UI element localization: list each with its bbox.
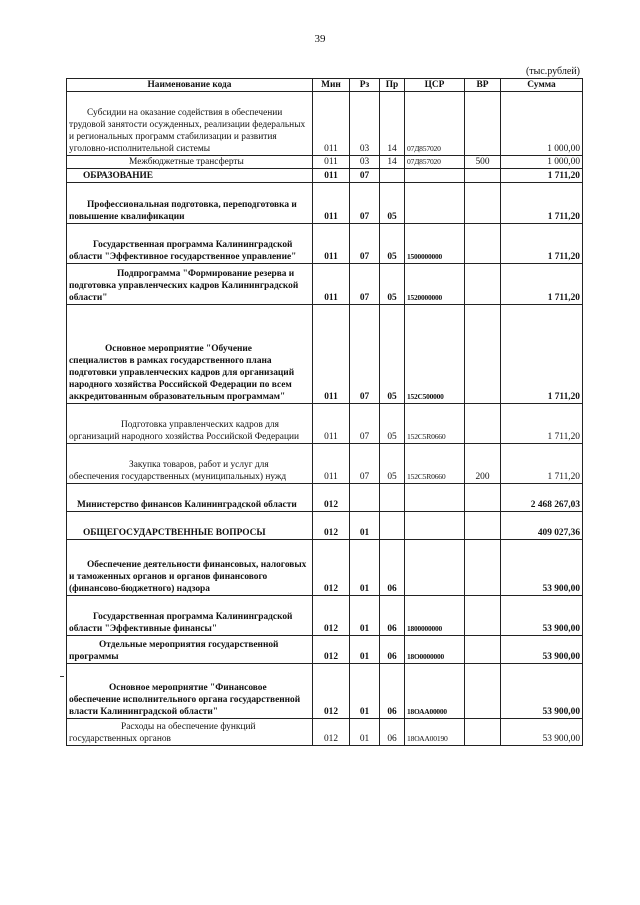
cell-pr: 06 (380, 596, 405, 636)
cell-vr (465, 512, 501, 540)
cell-min: 012 (313, 484, 350, 512)
cell-name: Профессиональная подготовка, переподготовка и повышение квалификации (67, 183, 313, 224)
cell-min: 012 (313, 636, 350, 664)
table-row (67, 264, 583, 305)
cell-vr (465, 404, 501, 444)
cell-pr: 06 (380, 719, 405, 746)
cell-pr: 06 (380, 540, 405, 596)
cell-sum: 409 027,36 (501, 512, 583, 540)
cell-name: Субсидии на оказание содействия в обеспечении трудовой занятости осужденных, реализации федеральных и региональных программ стабилизации и развития уголовно-исполнительной системы (67, 92, 313, 156)
table-row (67, 512, 583, 540)
cell-name: ОБЩЕГОСУДАРСТВЕННЫЕ ВОПРОСЫ (67, 512, 313, 540)
cell-min: 011 (313, 404, 350, 444)
cell-name: Основное мероприятие "Финансовое обеспечение исполнительного органа государственной власти Калининградской области" (67, 664, 313, 719)
cell-vr (465, 636, 501, 664)
cell-vr (465, 183, 501, 224)
cell-min: 011 (313, 224, 350, 264)
cell-rz: 07 (350, 404, 380, 444)
cell-pr: 14 (380, 156, 405, 169)
cell-rz: 03 (350, 156, 380, 169)
cell-csr: 18ОАА00190 (405, 719, 465, 746)
cell-csr (405, 183, 465, 224)
cell-min: 011 (313, 264, 350, 305)
cell-csr: 1500000000 (405, 224, 465, 264)
cell-vr (465, 264, 501, 305)
cell-pr (380, 169, 405, 183)
cell-pr: 05 (380, 444, 405, 484)
cell-pr (380, 512, 405, 540)
margin-mark (60, 676, 64, 677)
cell-vr: 500 (465, 156, 501, 169)
cell-pr: 14 (380, 92, 405, 156)
cell-csr: 18О0000000 (405, 636, 465, 664)
cell-name: ОБРАЗОВАНИЕ (67, 169, 313, 183)
cell-min: 011 (313, 92, 350, 156)
table-row (67, 305, 583, 404)
cell-csr (405, 484, 465, 512)
table-row (67, 596, 583, 636)
cell-rz: 07 (350, 169, 380, 183)
cell-name: Подготовка управленческих кадров для организаций народного хозяйства Российской Федерации (67, 404, 313, 444)
page-number: 39 (314, 33, 326, 45)
cell-name: Отдельные мероприятия государственной программы (67, 636, 313, 664)
cell-rz: 01 (350, 512, 380, 540)
cell-rz: 07 (350, 224, 380, 264)
cell-csr: 07Д857020 (405, 92, 465, 156)
cell-min: 012 (313, 540, 350, 596)
table-row (67, 540, 583, 596)
cell-csr: 152С500000 (405, 305, 465, 404)
table-row (67, 224, 583, 264)
cell-rz: 01 (350, 719, 380, 746)
cell-sum: 1 711,20 (501, 444, 583, 484)
header-min: Мин (313, 79, 350, 92)
cell-csr: 18ОАА00000 (405, 664, 465, 719)
cell-min: 011 (313, 156, 350, 169)
table-row (67, 719, 583, 746)
table-row (67, 183, 583, 224)
cell-csr (405, 512, 465, 540)
cell-pr: 06 (380, 636, 405, 664)
cell-sum: 1 711,20 (501, 169, 583, 183)
table-row (67, 664, 583, 719)
table-row (67, 404, 583, 444)
cell-sum: 53 900,00 (501, 596, 583, 636)
header-sum: Сумма (501, 79, 583, 92)
cell-name: Подпрограмма "Формирование резерва и подготовка управленческих кадров Калининградской области" (67, 264, 313, 305)
cell-rz (350, 484, 380, 512)
cell-pr: 05 (380, 264, 405, 305)
header-rz: Рз (350, 79, 380, 92)
cell-min: 012 (313, 664, 350, 719)
cell-rz: 01 (350, 664, 380, 719)
cell-sum: 1 000,00 (501, 156, 583, 169)
cell-rz: 07 (350, 305, 380, 404)
cell-min: 012 (313, 596, 350, 636)
cell-csr: 1520000000 (405, 264, 465, 305)
cell-name: Государственная программа Калининградской области "Эффективные финансы" (67, 596, 313, 636)
cell-name: Обеспечение деятельности финансовых, налоговых и таможенных органов и органов финансового (финансово-бюджетного) надзора (67, 540, 313, 596)
cell-pr (380, 484, 405, 512)
cell-sum: 1 711,20 (501, 264, 583, 305)
table-row (67, 444, 583, 484)
cell-min: 012 (313, 719, 350, 746)
cell-name: Расходы на обеспечение функций государственных органов (67, 719, 313, 746)
cell-sum: 1 711,20 (501, 305, 583, 404)
cell-vr (465, 169, 501, 183)
table-row (67, 92, 583, 156)
units-label: (тыс.рублей) (525, 66, 580, 77)
cell-rz: 01 (350, 596, 380, 636)
cell-vr (465, 224, 501, 264)
cell-vr (465, 719, 501, 746)
cell-pr: 05 (380, 183, 405, 224)
cell-rz: 07 (350, 264, 380, 305)
budget-table (66, 78, 583, 746)
cell-vr (465, 664, 501, 719)
cell-vr (465, 305, 501, 404)
cell-sum: 1 711,20 (501, 224, 583, 264)
cell-sum: 53 900,00 (501, 540, 583, 596)
header-vr: ВР (465, 79, 501, 92)
cell-sum: 1 000,00 (501, 92, 583, 156)
cell-csr (405, 540, 465, 596)
cell-min: 011 (313, 305, 350, 404)
cell-pr: 05 (380, 224, 405, 264)
header-name: Наименование кода (67, 79, 313, 92)
cell-vr (465, 540, 501, 596)
cell-name: Основное мероприятие "Обучение специалистов в рамках государственного плана подготовки управленческих кадров для организаций народного хозяйства Российской Федерации по всем аккредитованным образовательным программам" (67, 305, 313, 404)
cell-csr: 152С5R0660 (405, 404, 465, 444)
table-row (67, 169, 583, 183)
cell-rz: 01 (350, 540, 380, 596)
cell-name: Закупка товаров, работ и услуг для обеспечения государственных (муниципальных) нужд (67, 444, 313, 484)
cell-rz: 01 (350, 636, 380, 664)
header-csr: ЦСР (405, 79, 465, 92)
table-row (67, 636, 583, 664)
cell-rz: 07 (350, 444, 380, 484)
cell-sum: 53 900,00 (501, 664, 583, 719)
cell-vr (465, 92, 501, 156)
cell-min: 011 (313, 169, 350, 183)
cell-vr (465, 484, 501, 512)
cell-sum: 1 711,20 (501, 183, 583, 224)
cell-csr (405, 169, 465, 183)
cell-sum: 1 711,20 (501, 404, 583, 444)
cell-pr: 06 (380, 664, 405, 719)
cell-name: Министерство финансов Калининградской области (67, 484, 313, 512)
cell-sum: 2 468 267,03 (501, 484, 583, 512)
cell-sum: 53 900,00 (501, 719, 583, 746)
cell-pr: 05 (380, 305, 405, 404)
table-body (67, 92, 583, 746)
cell-name: Межбюджетные трансферты (67, 156, 313, 169)
cell-pr: 05 (380, 404, 405, 444)
cell-vr (465, 596, 501, 636)
table-header-row (67, 79, 583, 92)
table-row (67, 156, 583, 169)
cell-name: Государственная программа Калининградской области "Эффективное государственное управление" (67, 224, 313, 264)
cell-vr: 200 (465, 444, 501, 484)
table-row (67, 484, 583, 512)
cell-rz: 07 (350, 183, 380, 224)
cell-min: 011 (313, 444, 350, 484)
cell-csr: 07Д857020 (405, 156, 465, 169)
cell-min: 012 (313, 512, 350, 540)
cell-rz: 03 (350, 92, 380, 156)
header-pr: Пр (380, 79, 405, 92)
cell-csr: 1800000000 (405, 596, 465, 636)
cell-csr: 152С5R0660 (405, 444, 465, 484)
cell-sum: 53 900,00 (501, 636, 583, 664)
cell-min: 011 (313, 183, 350, 224)
